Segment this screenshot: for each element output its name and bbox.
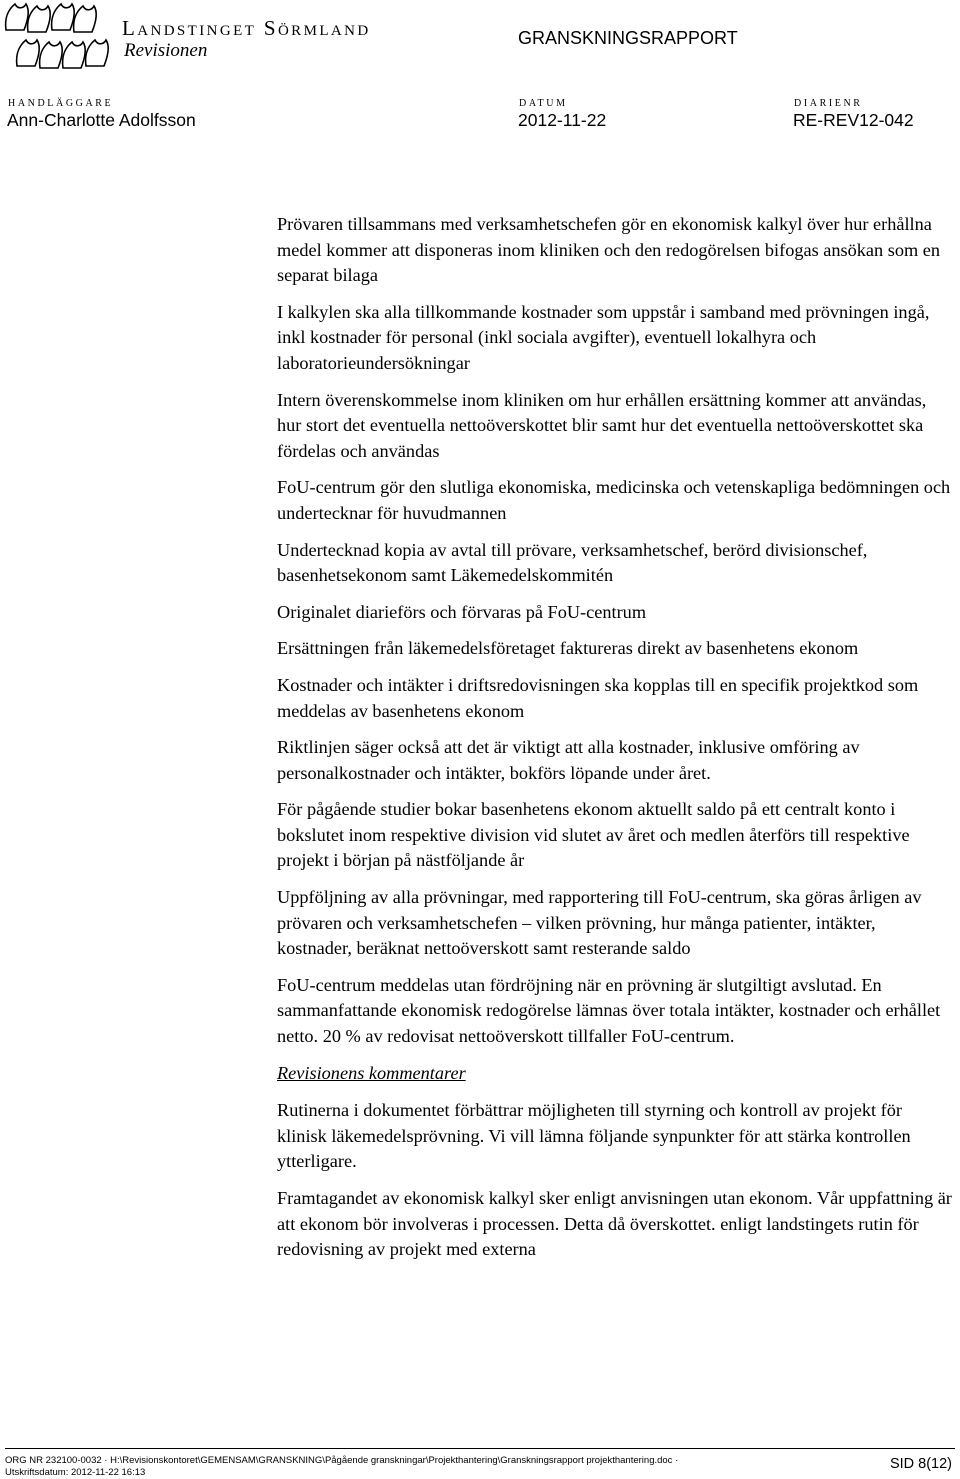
footer-path: ORG NR 232100-0032 · H:\Revisionskontoret\GEMENSAM\GRANSKNING\Pågående granskningar\Projekthantering\Granskningsrapport projekthantering.doc · (5, 1455, 679, 1466)
paragraph: Intern överenskommelse inom kliniken om hur erhållen ersättning kommer att användas, hur stort det eventuella nettoöverskottet blir samt hur det eventuella nettoöverskottet ska fördelas och användas (277, 389, 927, 461)
datum-label: DATUM (519, 98, 568, 109)
paragraph: Ersättningen från läkemedelsföretaget faktureras direkt av basenhetens ekonom (277, 638, 859, 659)
page-number: SID 8(12) (889, 1456, 952, 1472)
paragraph: Originalet diarieförs och förvaras på FoU-centrum (277, 601, 647, 622)
paragraph: Kostnader och intäkter i driftsredovisningen ska kopplas till en specifik projektkod som meddelas av basenhetens ekonom (277, 674, 919, 721)
comment-paragraph: Rutinerna i dokumentet förbättrar möjligheten till styrning och kontroll av projekt för klinisk läkemedelsprövning. Vi vill lämna följande synpunkter för att stärka kontrollen ytterligare. (277, 1100, 911, 1172)
paragraph: För pågående studier bokar basenhetens ekonom aktuellt saldo på ett centralt konto i bokslutet inom respektive division vid slutet av året och medlen återförs till respektive projekt i början på nästföljande år (277, 799, 910, 871)
datum-value: 2012-11-22 (518, 110, 607, 130)
department-name: Revisionen (124, 40, 208, 61)
paragraph: I kalkylen ska alla tillkommande kostnader som uppstår i samband med prövningen ingå, inkl kostnader för personal (inkl sociala avgifter), eventuell lokalhyra och laboratorieundersökningar (277, 301, 930, 373)
paragraph: Undertecknad kopia av avtal till prövare, verksamhetschef, berörd divisionschef, basenhetsekonom samt Läkemedelskommitén (277, 539, 868, 586)
paragraph: Prövaren tillsammans med verksamhetschefen gör en ekonomisk kalkyl över hur erhållna medel kommer att disponeras inom kliniken och den redogörelsen bifogas ansökan som en separat bilaga (277, 214, 941, 286)
diarienr-value: RE-REV12-042 (793, 110, 914, 130)
footer-print-date: Utskriftsdatum: 2012-11-22 16:13 (5, 1467, 146, 1478)
paragraph: Uppföljning av alla prövningar, med rapportering till FoU-centrum, ska göras årligen av prövaren och verksamhetschefen – vilken prövning, hur många patienter, intäkter, kostnader, beräknat nettoöverskott samt resterande saldo (277, 887, 922, 959)
comment-paragraph: Framtagandet av ekonomisk kalkyl sker enligt anvisningen utan ekonom. Vår uppfattning är att ekonom bör involveras i processen. Detta då överskottet. enligt landstingets rutin för redovisning av projekt med externa (277, 1188, 952, 1260)
section-heading: Revisionens kommentarer (277, 1062, 466, 1083)
tulip-logo-icon (2, 2, 110, 72)
diarienr-label: DIARIENR (794, 98, 863, 109)
handlaggare-label: HANDLÄGGARE (8, 98, 114, 109)
document-type: GRANSKNINGSRAPPORT (518, 28, 738, 48)
footer-divider (5, 1448, 955, 1449)
handlaggare-value: Ann-Charlotte Adolfsson (7, 110, 196, 130)
paragraph: Riktlinjen säger också att det är viktigt att alla kostnader, inklusive omföring av personalkostnader och intäkter, bokförs löpande under året. (277, 737, 860, 783)
paragraph: FoU-centrum gör den slutliga ekonomiska, medicinska och vetenskapliga bedömningen och undertecknar för huvudmannen (277, 477, 951, 523)
report-body (277, 212, 955, 1274)
paragraph: FoU-centrum meddelas utan fördröjning när en prövning är slutgiltigt avslutad. En sammanfattande ekonomisk redogörelse lämnas över totala intäkter, kostnader och erhållet netto. 20 % av redovisat nettoöverskott tillfaller FoU-centrum. (277, 974, 941, 1047)
organization-name: Landstinget Sörmland (122, 16, 371, 40)
footer-info (5, 1455, 678, 1479)
